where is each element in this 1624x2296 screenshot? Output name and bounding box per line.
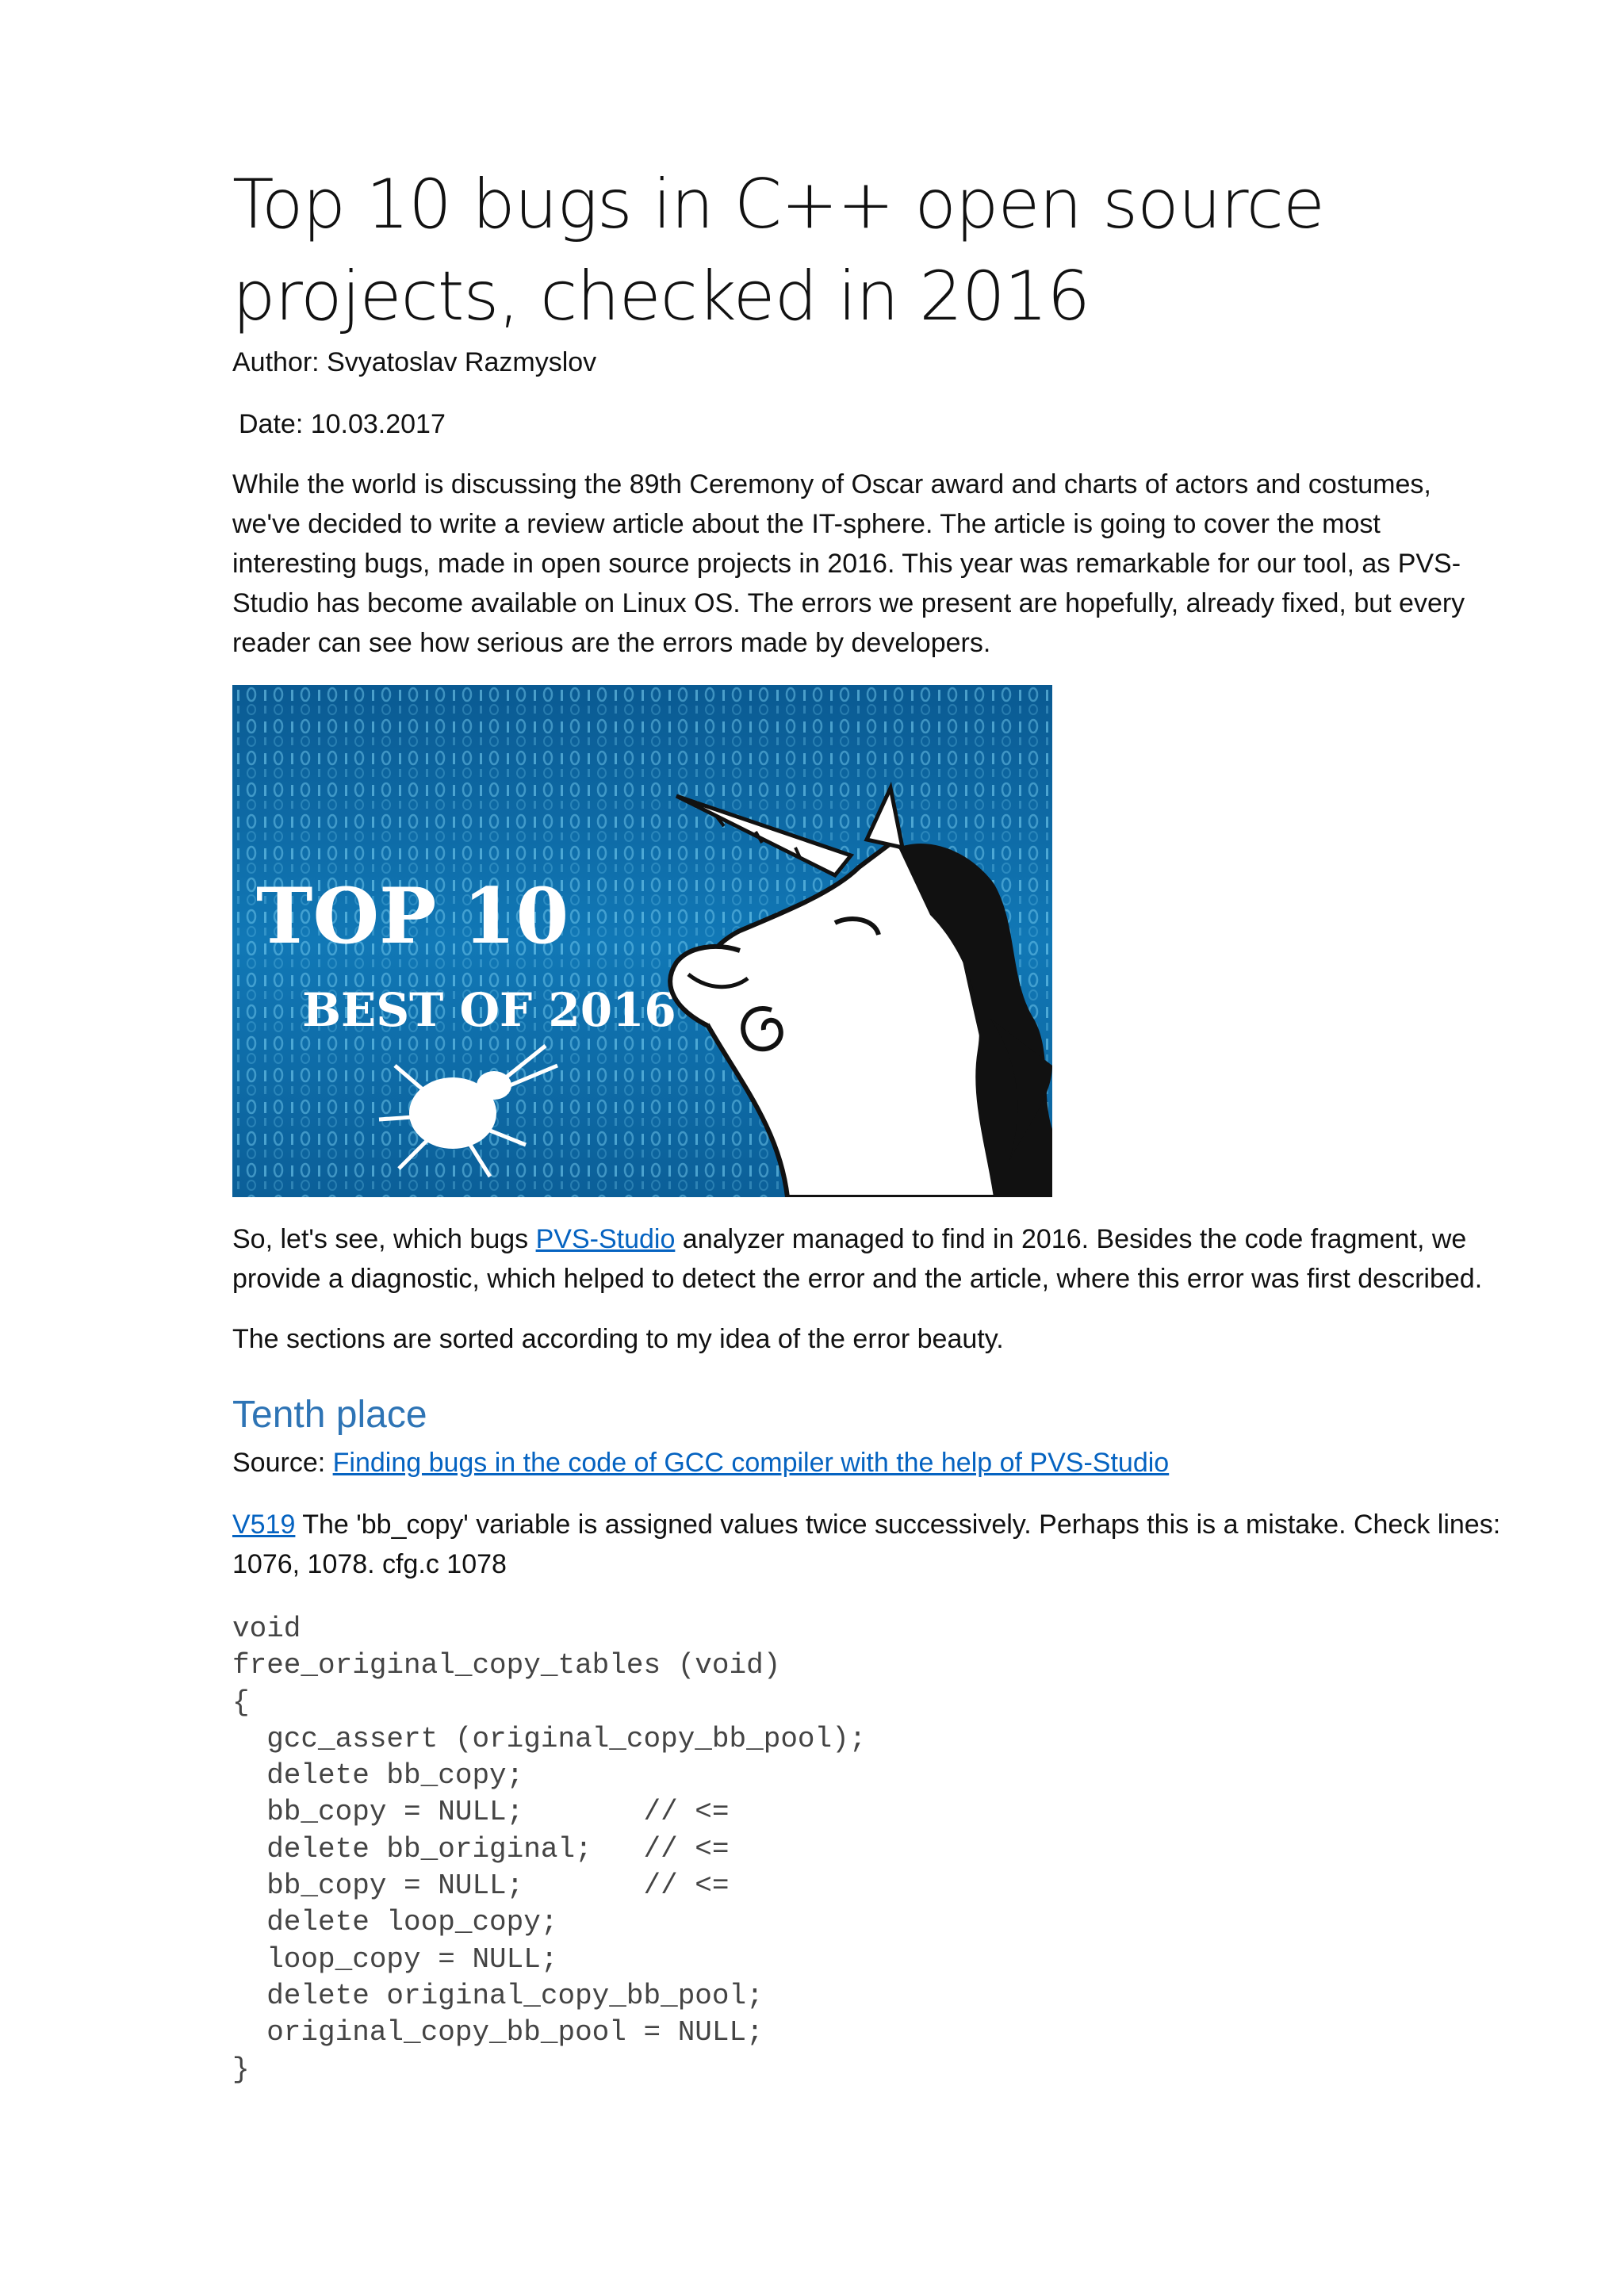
article-date: Date: 10.03.2017	[239, 409, 446, 439]
sorted-paragraph: The sections are sorted according to my idea of the error beauty.	[232, 1324, 1004, 1354]
article-title: Top 10 bugs in C++ open source projects, checked in 2016	[232, 165, 1324, 336]
intro-paragraph: While the world is discussing the 89th Ceremony of Oscar award and charts of actors and costumes, we've decided to write a review article about the IT-sphere. The article is going to cover the most interesting bugs, made in open source projects in 2016. This year was remarkable for our tool, as PVS-Studio has become available on Linux OS. The errors we present are hopefully, already fixed, but every reader can see how serious are the errors made by developers.	[232, 469, 1465, 658]
pvs-studio-link[interactable]: PVS-Studio	[535, 1224, 676, 1254]
source-article-link[interactable]: Finding bugs in the code of GCC compiler with the help of PVS-Studio	[332, 1448, 1170, 1478]
article-author: Author: Svyatoslav Razmyslov	[232, 347, 597, 377]
code-snippet: void free_original_copy_tables (void) { gcc_assert (original_copy_bb_pool); delete bb_copy; bb_copy = NULL; // <= delete bb_original; // <= bb_copy = NULL; // <= delete loop_copy; loop_copy = NULL; delete original_copy_bb_pool; original_copy_bb_pool = NULL; }	[232, 1613, 867, 2086]
top10-unicorn-image	[232, 685, 1052, 1197]
v519-diagnostic-link[interactable]: V519	[232, 1510, 296, 1540]
see-paragraph	[232, 1219, 1501, 1299]
hero-best-of-text: BEST OF 2016	[302, 983, 676, 1037]
source-line	[232, 1443, 1501, 1483]
article-content	[232, 159, 1501, 2088]
hero-top10-text: TOP 10	[256, 871, 569, 961]
see-text-after: analyzer managed to find in 2016. Besides the code fragment, we provide a diagnostic, which helped to detect the error and the article, where this error was first described.	[232, 1224, 1483, 1294]
diagnostic-text: The 'bb_copy' variable is assigned values twice successively. Perhaps this is a mistake. Check lines: 1076, 1078. cfg.c 1078	[232, 1510, 1501, 1579]
see-text-before: So, let's see, which bugs	[232, 1224, 536, 1254]
section-heading-tenth-place: Tenth place	[232, 1394, 427, 1436]
source-label: Source:	[232, 1448, 333, 1478]
diagnostic-line	[232, 1505, 1501, 1584]
